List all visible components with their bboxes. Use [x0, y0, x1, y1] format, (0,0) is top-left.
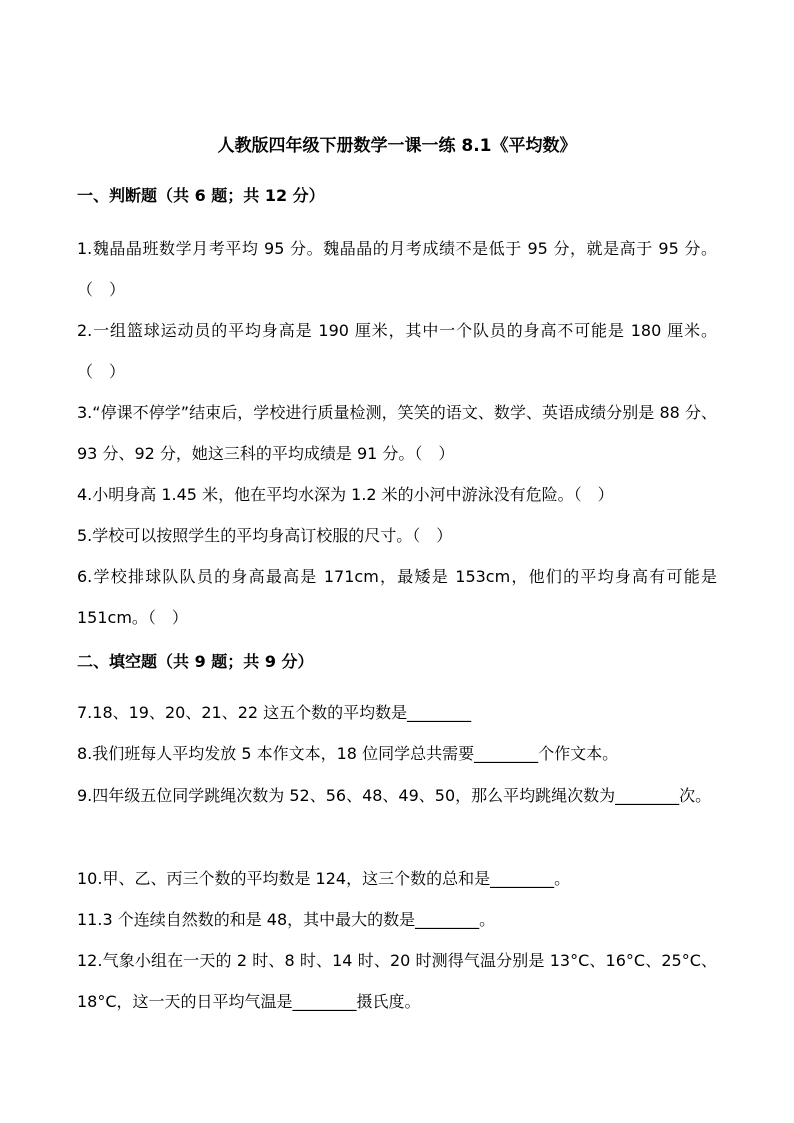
question-4: 4.小明身高 1.45 米，他在平均水深为 1.2 米的小河中游泳没有危险。（ ）: [77, 485, 614, 504]
question-11: 11.3 个连续自然数的和是 48，其中最大的数是________。: [77, 910, 496, 929]
section-heading-fill-blank: 二、填空题（共 9 题；共 9 分）: [77, 652, 314, 671]
question-6: 6.学校排球队队员的身高最高是 171cm，最矮是 153cm，他们的平均身高有可能是 151cm。（ ）: [77, 567, 717, 627]
question-7: 7.18、19、20、21、22 这五个数的平均数是________: [77, 703, 472, 722]
question-2: 2.一组篮球运动员的平均身高是 190 厘米，其中一个队员的身高不可能是 180 厘米。（ ）: [77, 321, 717, 381]
question-3: 3.“停课不停学”结束后，学校进行质量检测，笑笑的语文、数学、英语成绩分别是 88 分、93 分、92 分，她这三科的平均成绩是 91 分。（ ）: [77, 403, 717, 463]
question-5: 5.学校可以按照学生的平均身高订校服的尺寸。（ ）: [77, 526, 453, 545]
question-10: 10.甲、乙、丙三个数的平均数是 124，这三个数的总和是________。: [77, 869, 571, 888]
question-8: 8.我们班每人平均发放 5 本作文本，18 位同学总共需要________个作文本。: [77, 744, 619, 763]
question-1: 1.魏晶晶班数学月考平均 95 分。魏晶晶的月考成绩不是低于 95 分，就是高于 95 分。（ ）: [77, 239, 717, 299]
question-12: 12.气象小组在一天的 2 时、8 时、14 时、20 时测得气温分别是 13°C、16°C、25°C、18°C，这一天的日平均气温是________摄氏度。: [77, 951, 717, 1011]
section-heading-true-false: 一、判断题（共 6 题；共 12 分）: [77, 186, 325, 205]
question-9: 9.四年级五位同学跳绳次数为 52、56、48、49、50，那么平均跳绳次数为________次。: [77, 786, 712, 805]
document-title: 人教版四年级下册数学一课一练 8.1《平均数》: [217, 136, 577, 156]
